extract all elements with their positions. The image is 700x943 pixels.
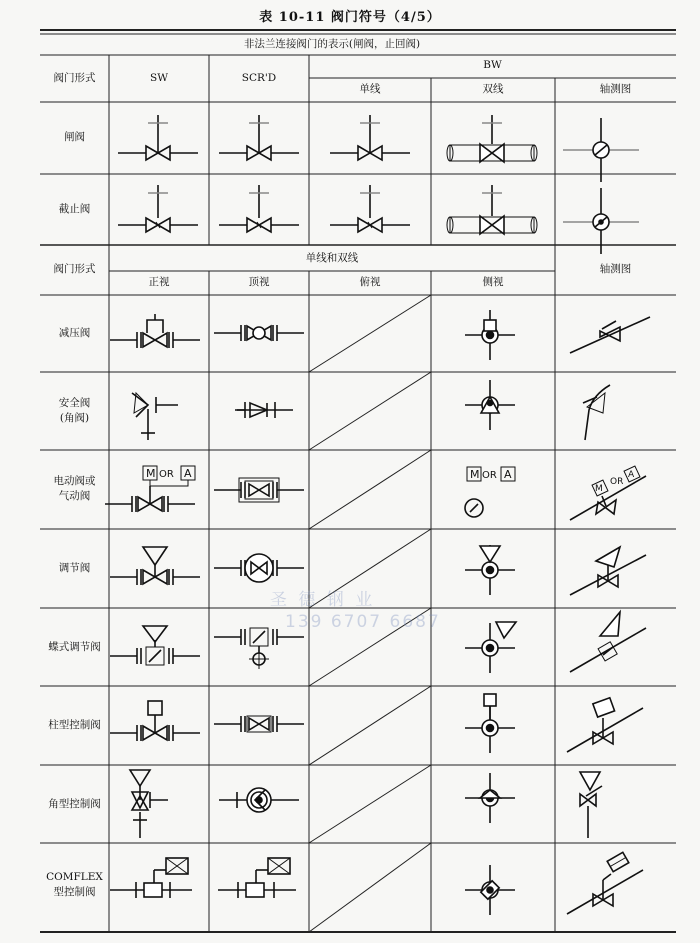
section1-row-header: 阀门形式 — [53, 72, 96, 84]
section2-row-header: 阀门形式 — [53, 263, 96, 275]
col-isometric-2: 轴测图 — [599, 263, 632, 275]
col-scrd: SCR'D — [241, 72, 277, 84]
col-plan-view: 俯视 — [359, 276, 381, 288]
svg-text:A: A — [628, 470, 635, 480]
row-comflex-sublabel: 型控制阀 — [53, 886, 96, 898]
page-title: 表 10-11 阀门符号（4/5） — [259, 10, 441, 25]
svg-text:OR: OR — [482, 470, 497, 481]
row-motor-sublabel: 气动阀 — [58, 490, 91, 502]
row-safety-label: 安全阀 — [58, 397, 91, 409]
row-angle-control: 角型控制阀 — [48, 798, 101, 810]
col-bw: BW — [483, 59, 502, 71]
watermark-phone: 139 6707 6687 — [285, 612, 441, 632]
svg-text:OR: OR — [610, 477, 624, 487]
section1-caption: 非法兰连接阀门的表示(闸阀，止回阀) — [243, 38, 421, 50]
row-gate-valve: 闸阀 — [64, 131, 85, 143]
svg-text:M: M — [470, 468, 480, 481]
col-front-view: 正视 — [148, 276, 170, 288]
row-control-valve: 调节阀 — [58, 562, 91, 574]
col-side-view: 侧视 — [482, 276, 504, 288]
svg-text:A: A — [184, 467, 192, 480]
svg-text:OR: OR — [159, 469, 174, 480]
row-safety-sublabel: (角阀) — [59, 412, 90, 424]
svg-text:M: M — [595, 484, 603, 494]
row-pressure-reducing: 减压阀 — [58, 327, 91, 339]
col-isometric: 轴测图 — [599, 83, 632, 95]
col-double-line: 双线 — [482, 83, 504, 95]
svg-text:A: A — [504, 468, 512, 481]
row-globe-valve: 截止阀 — [58, 203, 91, 215]
row-butterfly-control: 蝶式调节阀 — [48, 641, 101, 653]
col-single-line: 单线 — [359, 83, 381, 95]
svg-text:M: M — [146, 467, 156, 480]
watermark: 圣 德 钢 业 — [270, 590, 376, 610]
row-cylinder-control: 柱型控制阀 — [48, 719, 101, 731]
row-motor-label: 电动阀或 — [53, 475, 96, 487]
row-comflex-label: COMFLEX — [46, 871, 103, 883]
col-top-view: 顶视 — [248, 276, 270, 288]
col-sw: SW — [150, 72, 168, 84]
section2-caption: 单线和双线 — [305, 252, 359, 264]
